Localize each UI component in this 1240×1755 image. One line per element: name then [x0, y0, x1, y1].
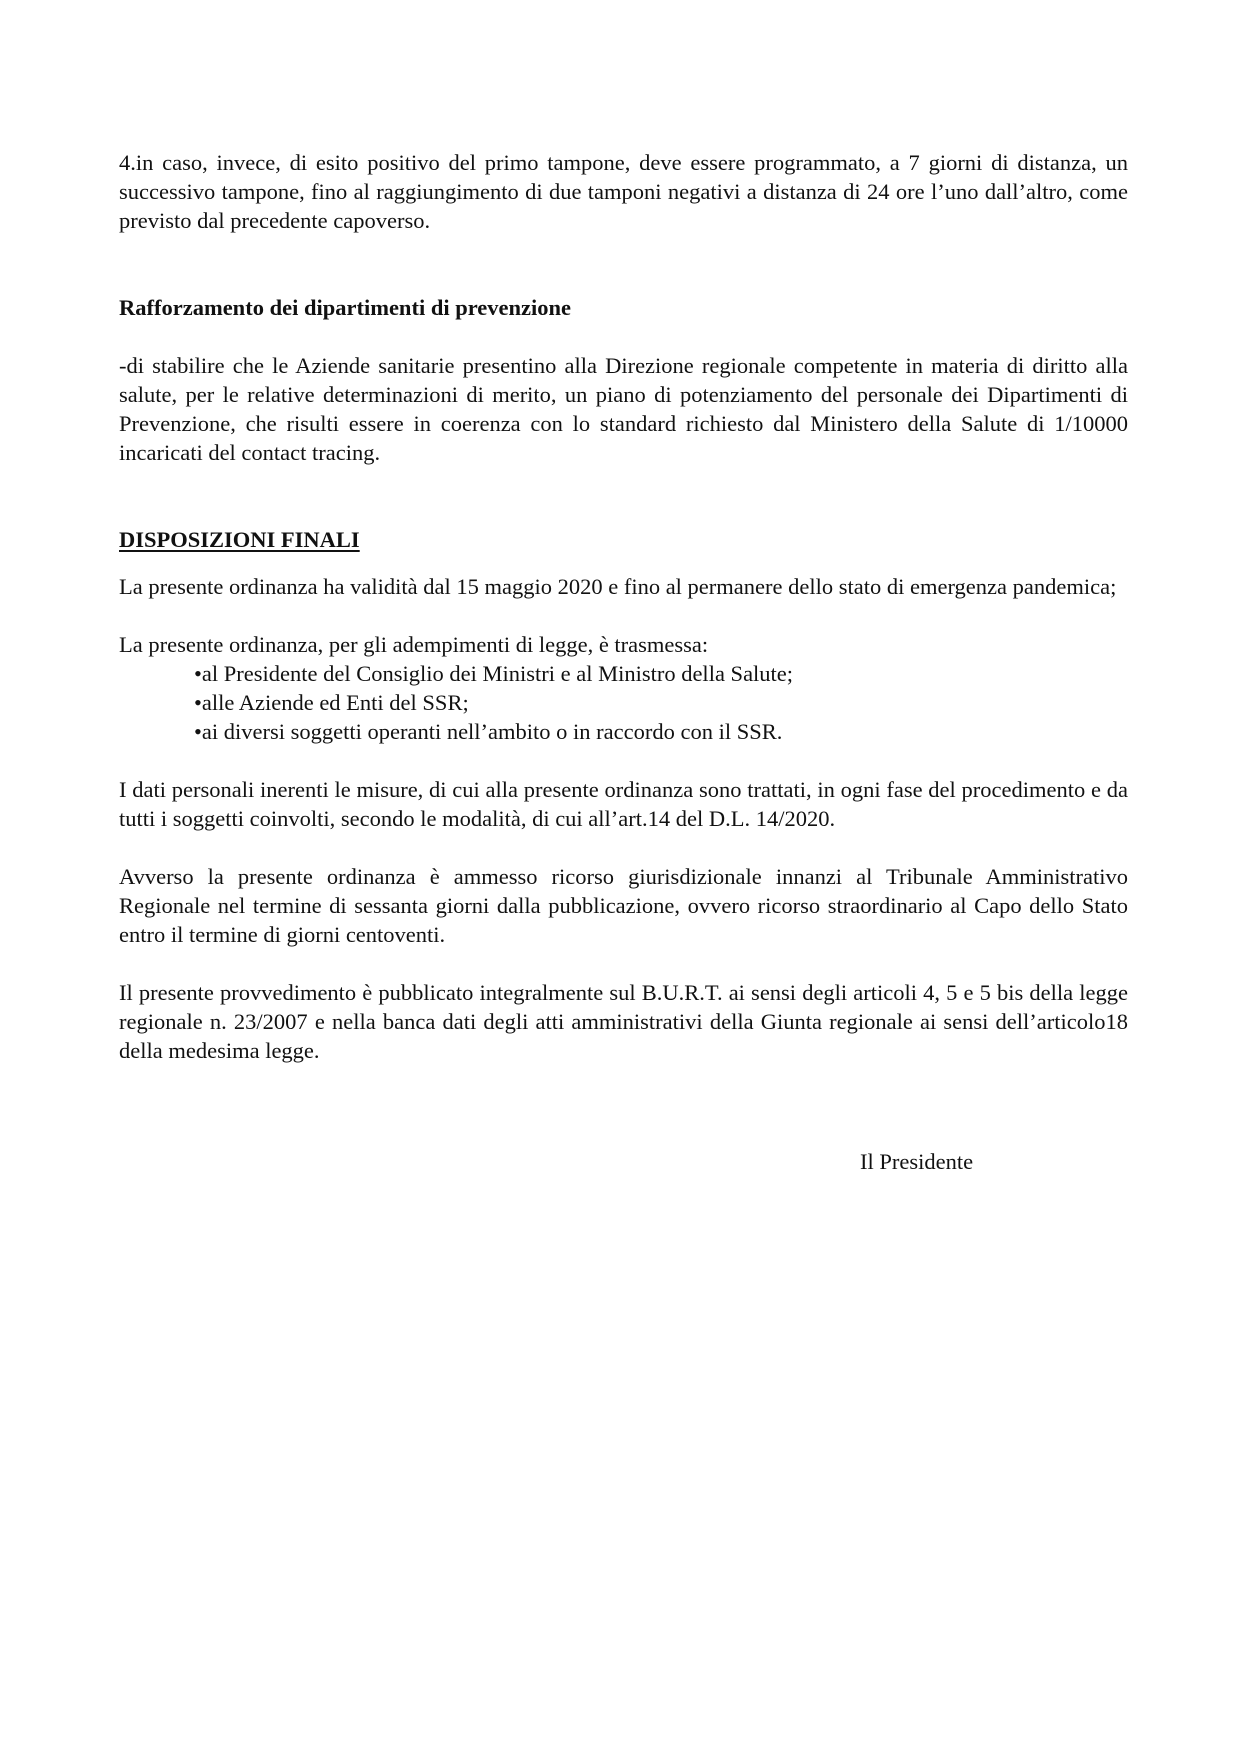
spacer [119, 235, 1128, 293]
validity-paragraph: La presente ordinanza ha validità dal 15 maggio 2020 e fino al permanere dello stato di emergenza pandemica; [119, 574, 1117, 599]
point-4-paragraph: 4.in caso, invece, di esito positivo del primo tampone, deve essere programmato, a 7 giorni di distanza, un successivo tampone, fino al raggiungimento di due tamponi negativi a distanza di 24 ore l’uno dall’altro, come previsto dal precedente capoverso. [119, 150, 1128, 233]
recipient-item: •ai diversi soggetti operanti nell’ambito o in raccordo con il SSR. [194, 719, 783, 744]
spacer [119, 746, 1128, 775]
publication-paragraph: Il presente provvedimento è pubblicato integralmente sul B.U.R.T. ai sensi degli articoli 4, 5 e 5 bis della legge regionale n. 23/2007 e nella banca dati degli atti amministrativi della Giunta regionale ai sensi dell’articolo18 della medesima legge. [119, 980, 1128, 1063]
recipient-item: •alle Aziende ed Enti del SSR; [194, 690, 469, 715]
spacer [119, 833, 1128, 862]
spacer [119, 601, 1128, 630]
prevention-section-heading: Rafforzamento dei dipartimenti di prevenzione [119, 295, 572, 320]
transmission-intro: La presente ordinanza, per gli adempimenti di legge, è trasmessa: [119, 632, 709, 657]
signature-label: Il Presidente [860, 1149, 974, 1174]
document-page [119, 148, 1128, 1065]
spacer [119, 554, 1128, 572]
prevention-section-body: -di stabilire che le Aziende sanitarie presentino alla Direzione regionale competente in materia di diritto alla salute, per le relative determinazioni di merito, un piano di potenziamento del personale dei Dipartimenti di Prevenzione, che risulti essere in coerenza con lo standard richiesto dal Ministero della Salute di 1/10000 incaricati del contact tracing. [119, 353, 1128, 465]
privacy-paragraph: I dati personali inerenti le misure, di cui alla presente ordinanza sono trattati, in ogni fase del procedimento e da tutti i soggetti coinvolti, secondo le modalità, di cui all’art.14 del D.L. 14/2020. [119, 777, 1128, 831]
spacer [119, 467, 1128, 525]
recipients-list [119, 659, 1128, 746]
spacer [119, 949, 1128, 978]
recipient-item: •al Presidente del Consiglio dei Ministri e al Ministro della Salute; [194, 661, 794, 686]
final-provisions-heading: DISPOSIZIONI FINALI [119, 527, 360, 552]
spacer [119, 322, 1128, 351]
appeal-paragraph: Avverso la presente ordinanza è ammesso ricorso giurisdizionale innanzi al Tribunale Amministrativo Regionale nel termine di sessanta giorni dalla pubblicazione, ovvero ricorso straordinario al Capo dello Stato entro il termine di giorni centoventi. [119, 864, 1128, 947]
